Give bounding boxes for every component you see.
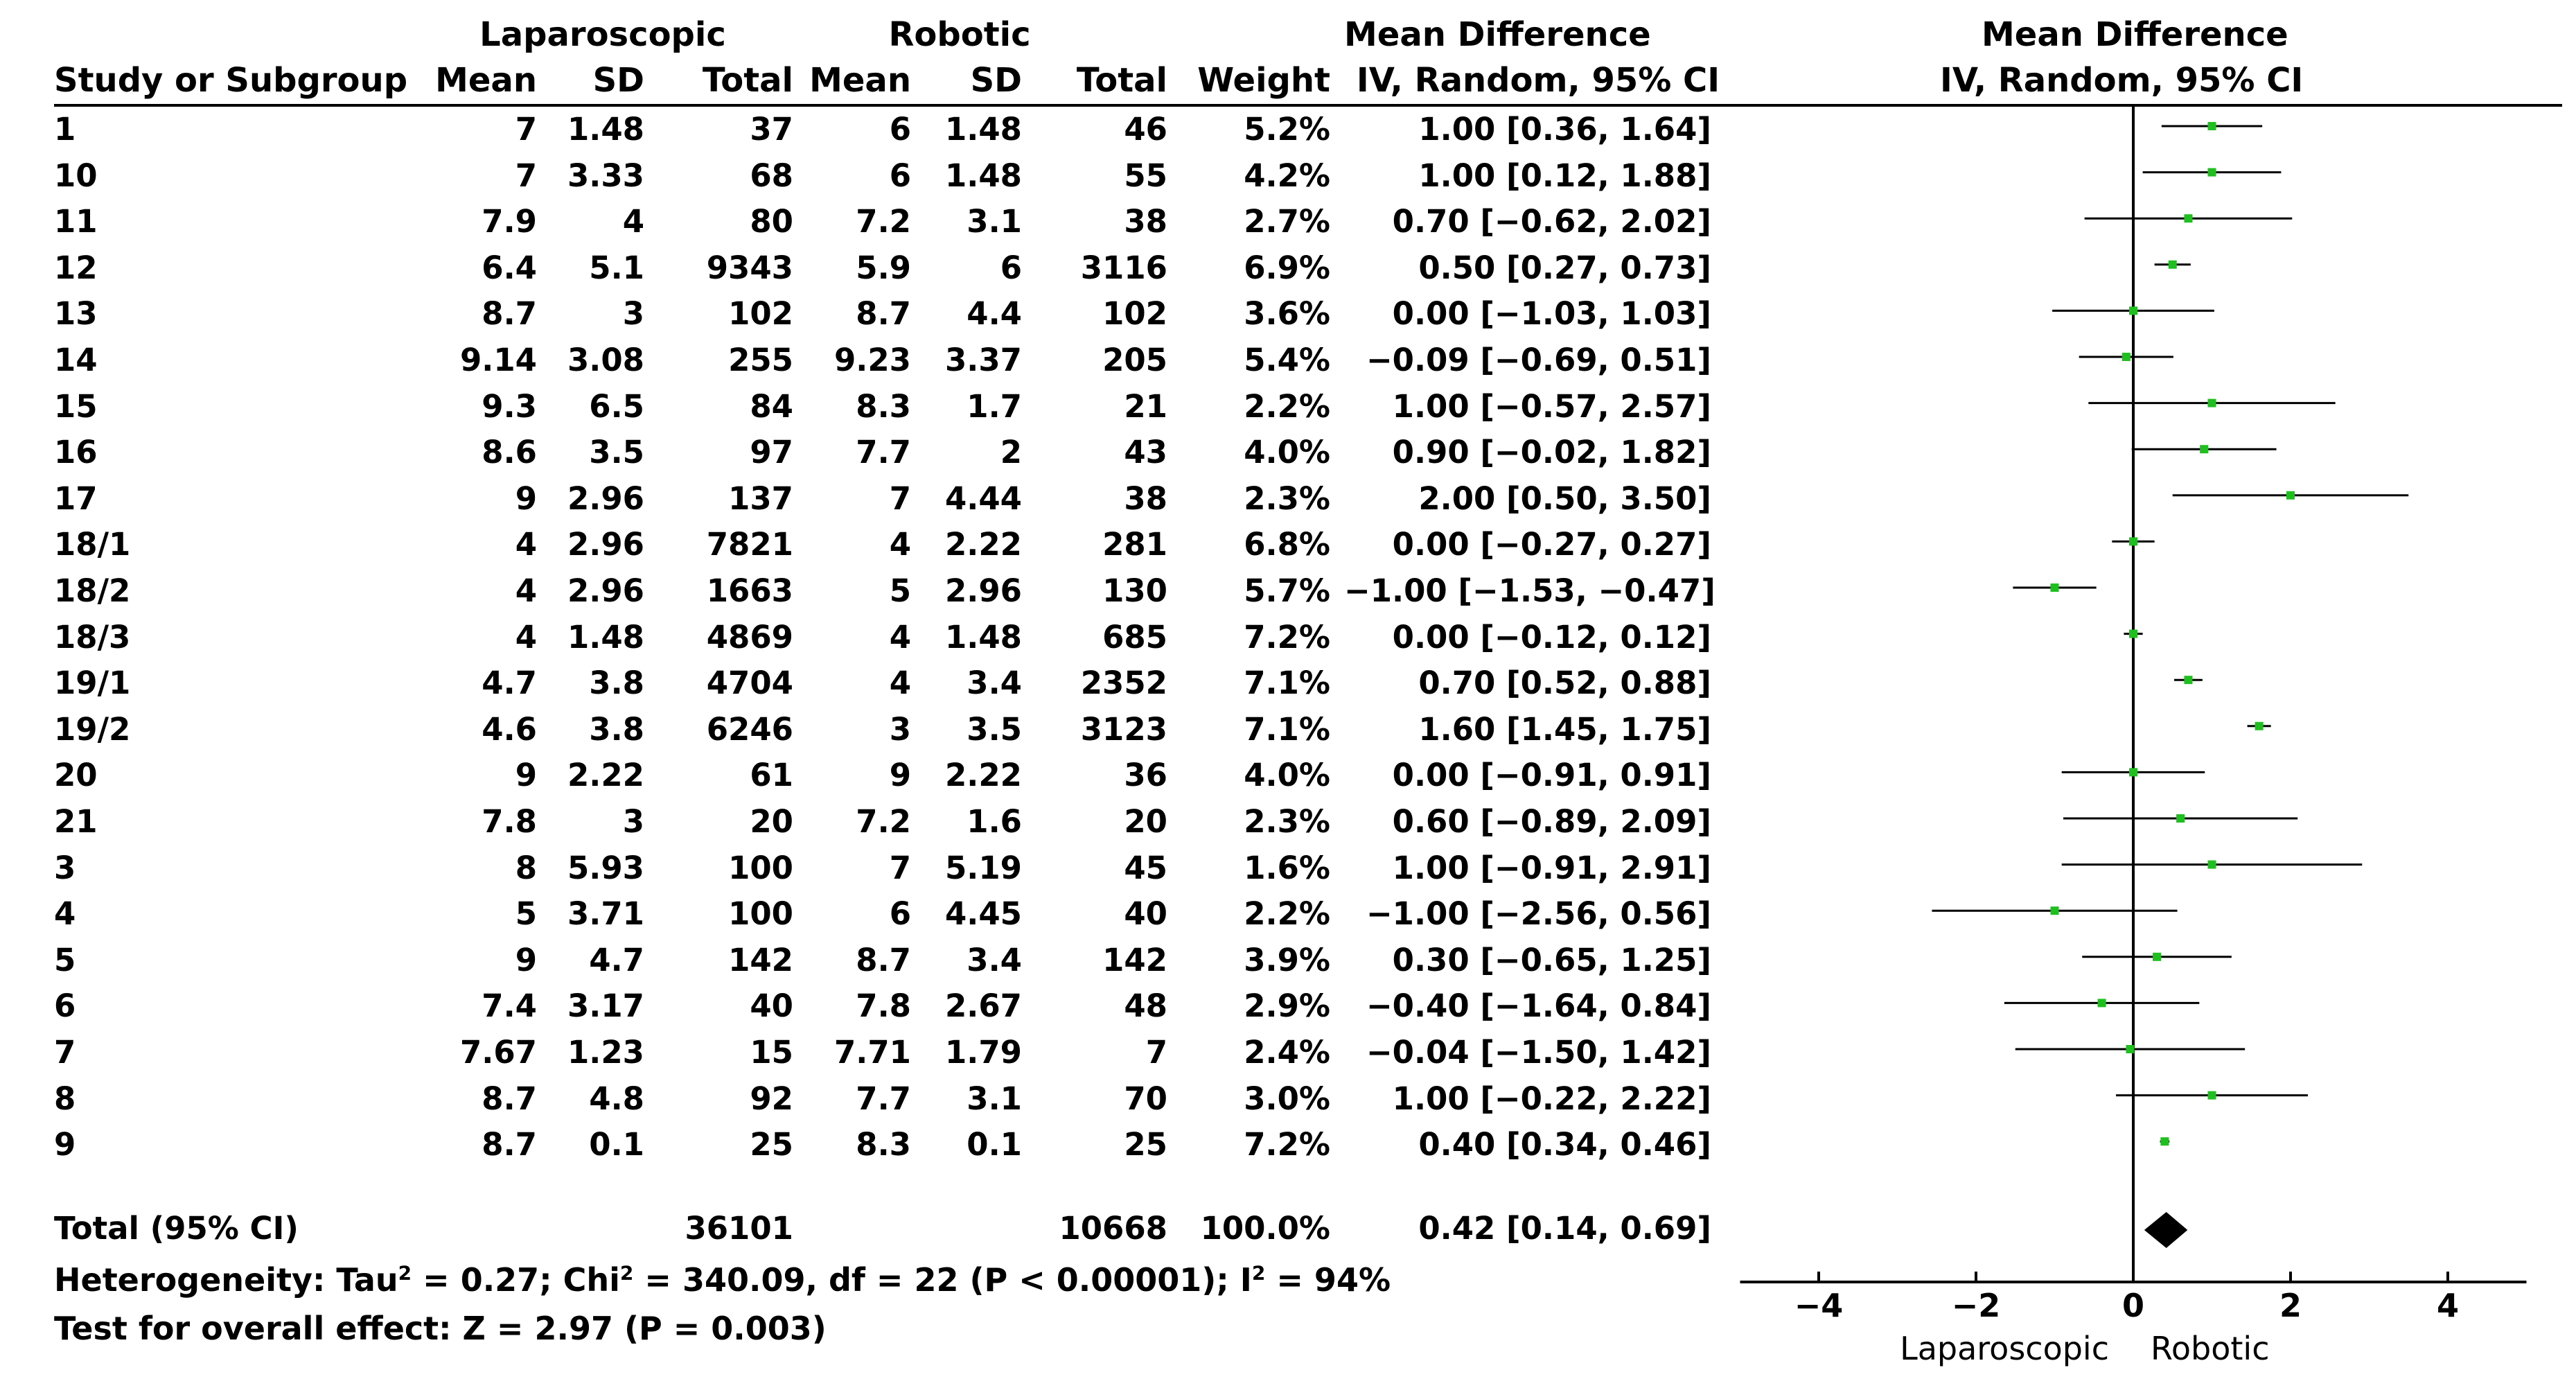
lap-total: 137 [728,480,793,517]
ci-text: −1.00 [−2.56, 0.56] [1366,895,1711,933]
lap-mean: 4.7 [482,665,537,702]
weight: 2.7% [1244,203,1330,240]
rob-total: 70 [1124,1080,1167,1117]
lap-mean: 5 [515,895,537,933]
lap-mean: 7.4 [482,987,537,1025]
total-weight: 100.0% [1200,1210,1330,1247]
study-marker [2208,168,2216,177]
col-study: Study or Subgroup [54,61,408,100]
study-marker [2200,445,2208,453]
ci-text: −1.00 [−1.53, −0.47] [1344,572,1715,609]
ci-text: −0.09 [−0.69, 0.51] [1366,342,1711,378]
ci-text: 1.00 [0.36, 1.64] [1418,111,1711,148]
ci-text: 1.00 [0.12, 1.88] [1418,157,1711,194]
study-name: 1 [54,111,76,148]
total-label: Total (95% CI) [54,1210,299,1247]
rob-sd: 4.4 [967,295,1022,333]
rob-sd: 0.1 [967,1126,1022,1163]
study-name: 17 [54,480,98,517]
study-marker [2122,353,2131,361]
lap-sd: 3.8 [589,710,644,748]
rob-sd: 3.1 [967,203,1022,240]
rob-mean: 3 [889,710,911,748]
col-mean1: Mean [435,61,537,100]
lap-sd: 3.8 [589,665,644,702]
lap-mean: 9 [515,480,537,517]
lap-sd: 3.17 [567,987,644,1025]
weight: 5.4% [1244,342,1330,378]
ci-text: 1.00 [−0.22, 2.22] [1392,1080,1711,1117]
weight: 3.9% [1244,941,1330,978]
study-name: 13 [54,295,98,333]
rob-mean: 7.7 [856,434,911,471]
lap-sd: 0.1 [589,1126,644,1163]
ci-text: 1.00 [−0.57, 2.57] [1392,387,1711,425]
weight: 5.7% [1244,572,1330,609]
rob-total: 38 [1124,203,1167,240]
study-name: 18/3 [54,618,131,656]
rob-sd: 1.48 [944,157,1022,194]
rob-mean: 8.7 [856,295,911,333]
col-sd2: SD [970,61,1022,100]
study-marker [2286,491,2295,500]
weight: 4.2% [1244,157,1330,194]
rob-total: 130 [1102,572,1167,609]
study-marker [2160,1137,2169,1145]
lap-mean: 8.7 [482,295,537,333]
col-total2: Total [1076,61,1167,100]
study-marker [2208,399,2216,407]
rob-mean: 7 [889,849,911,886]
lap-total: 100 [728,895,793,933]
rob-mean: 7.71 [833,1034,911,1071]
lap-total: 4869 [706,618,793,656]
lap-total: 84 [750,387,793,425]
rob-mean: 4 [889,618,911,656]
rob-sd: 1.48 [944,618,1022,656]
x-tick-label: 2 [2279,1287,2302,1324]
col-mean2: Mean [809,61,911,100]
lap-total: 255 [728,342,793,378]
weight: 6.8% [1244,526,1330,563]
study-name: 18/2 [54,572,131,609]
lap-sd: 3.5 [589,434,644,471]
lap-mean: 7.8 [482,803,537,840]
rob-sd: 2.67 [944,987,1022,1025]
study-name: 14 [54,342,98,378]
weight: 7.2% [1244,1126,1330,1163]
lap-sd: 3 [622,295,644,333]
study-name: 16 [54,434,98,471]
lap-sd: 4 [622,203,644,240]
rob-mean: 7.7 [856,1080,911,1117]
weight: 3.0% [1244,1080,1330,1117]
rob-total: 38 [1124,480,1167,517]
rob-sd: 2.96 [944,572,1022,609]
lap-sd: 3.71 [567,895,644,933]
lap-sd: 3 [622,803,644,840]
rob-total: 36 [1124,757,1167,794]
study-marker [2208,122,2216,130]
rob-mean: 7 [889,480,911,517]
rob-total: 7 [1145,1034,1167,1071]
ci-text: 0.00 [−0.27, 0.27] [1392,526,1711,563]
col-ci-plot: IV, Random, 95% CI [1940,61,2304,100]
rob-total: 2352 [1080,665,1167,702]
ci-text: 0.00 [−0.12, 0.12] [1392,618,1711,656]
lap-mean: 6.4 [482,249,537,286]
study-name: 19/2 [54,710,131,748]
weight: 2.3% [1244,480,1330,517]
rob-total: 40 [1124,895,1167,933]
rob-mean: 5.9 [856,249,911,286]
lap-total: 7821 [706,526,793,563]
study-marker [2129,768,2137,776]
lap-sd: 3.33 [567,157,644,194]
study-name: 11 [54,203,98,240]
lap-mean: 7 [515,157,537,194]
rob-mean: 8.7 [856,941,911,978]
study-marker [2051,906,2059,915]
ci-text: 0.00 [−0.91, 0.91] [1392,757,1711,794]
rob-mean: 9 [889,757,911,794]
col-weight: Weight [1197,61,1330,100]
lap-total: 37 [750,111,793,148]
study-name: 4 [54,895,76,933]
lap-sd: 5.93 [567,849,644,886]
rob-total: 45 [1124,849,1167,886]
rob-sd: 1.48 [944,111,1022,148]
weight: 1.6% [1244,849,1330,886]
lap-mean: 8.7 [482,1080,537,1117]
lap-sd: 1.48 [567,111,644,148]
rob-total: 46 [1124,111,1167,148]
lap-sd: 2.96 [567,480,644,517]
study-marker [2208,1091,2216,1100]
lap-total: 68 [750,157,793,194]
rob-sd: 3.5 [967,710,1022,748]
weight: 5.2% [1244,111,1330,148]
ci-text: 0.50 [0.27, 0.73] [1418,249,1711,286]
x-label-right: Robotic [2151,1330,2270,1367]
lap-sd: 2.96 [567,526,644,563]
rob-sd: 2.22 [944,526,1022,563]
lap-sd: 4.8 [589,1080,644,1117]
ci-text: 1.00 [−0.91, 2.91] [1392,849,1711,886]
study-marker [2184,214,2192,222]
study-name: 19/1 [54,665,131,702]
lap-mean: 9.14 [459,342,537,378]
rob-total: 142 [1102,941,1167,978]
group1-header: Laparoscopic [479,15,726,54]
lap-sd: 1.23 [567,1034,644,1071]
ci-text: 0.70 [−0.62, 2.02] [1392,203,1711,240]
study-marker [2208,861,2216,869]
rob-mean: 6 [889,895,911,933]
rob-sd: 2 [1000,434,1022,471]
weight: 7.1% [1244,710,1330,748]
study-name: 20 [54,757,98,794]
weight: 2.4% [1244,1034,1330,1071]
rob-total: 281 [1102,526,1167,563]
study-name: 15 [54,387,98,425]
rob-total: 55 [1124,157,1167,194]
lap-total: 100 [728,849,793,886]
study-marker [2169,261,2177,269]
overall-effect-text: Test for overall effect: Z = 2.97 (P = 0.003) [54,1310,827,1347]
study-name: 18/1 [54,526,131,563]
rob-sd: 3.4 [967,941,1022,978]
rob-sd: 3.37 [944,342,1022,378]
lap-total: 80 [750,203,793,240]
lap-total: 97 [750,434,793,471]
rob-sd: 2.22 [944,757,1022,794]
lap-total: 40 [750,987,793,1025]
lap-mean: 8.6 [482,434,537,471]
rob-total: 20 [1124,803,1167,840]
md-table-header: Mean Difference [1344,15,1651,54]
lap-total: 61 [750,757,793,794]
study-name: 6 [54,987,76,1025]
ci-text: 0.30 [−0.65, 1.25] [1392,941,1711,978]
study-marker [2129,537,2137,545]
weight: 7.1% [1244,665,1330,702]
study-name: 9 [54,1126,76,1163]
rob-mean: 7.2 [856,803,911,840]
study-marker [2255,722,2264,730]
lap-total: 25 [750,1126,793,1163]
col-ci-table: IV, Random, 95% CI [1356,61,1720,100]
study-name: 7 [54,1034,76,1071]
rob-mean: 7.8 [856,987,911,1025]
weight: 2.2% [1244,387,1330,425]
rob-mean: 5 [889,572,911,609]
rob-total: 102 [1102,295,1167,333]
x-tick-label: 4 [2436,1287,2460,1324]
lap-total: 102 [728,295,793,333]
study-marker [2051,583,2059,592]
rob-mean: 4 [889,665,911,702]
rob-mean: 9.23 [833,342,911,378]
lap-sd: 6.5 [589,387,644,425]
ci-text: 2.00 [0.50, 3.50] [1418,480,1711,517]
ci-text: 0.60 [−0.89, 2.09] [1392,803,1711,840]
lap-total: 1663 [706,572,793,609]
rob-sd: 1.6 [967,803,1022,840]
lap-total: 15 [750,1034,793,1071]
rob-sd: 1.79 [944,1034,1022,1071]
rob-mean: 8.3 [856,387,911,425]
lap-mean: 9.3 [482,387,537,425]
lap-sd: 5.1 [589,249,644,286]
lap-sd: 3.08 [567,342,644,378]
x-tick-label: −4 [1794,1287,1844,1324]
rob-total: 3123 [1080,710,1167,748]
col-total1: Total [702,61,793,100]
rob-total: 43 [1124,434,1167,471]
rob-total: 205 [1102,342,1167,378]
rob-total: 25 [1124,1126,1167,1163]
rob-mean: 7.2 [856,203,911,240]
rob-sd: 4.45 [944,895,1022,933]
rob-mean: 6 [889,111,911,148]
lap-sd: 1.48 [567,618,644,656]
ci-text: −0.04 [−1.50, 1.42] [1366,1034,1711,1071]
weight: 2.3% [1244,803,1330,840]
rob-sd: 3.1 [967,1080,1022,1117]
lap-mean: 8 [515,849,537,886]
lap-mean: 4.6 [482,710,537,748]
lap-total: 9343 [706,249,793,286]
study-name: 10 [54,157,98,194]
study-name: 8 [54,1080,76,1117]
rob-mean: 6 [889,157,911,194]
rob-sd: 5.19 [944,849,1022,886]
weight: 2.9% [1244,987,1330,1025]
x-tick-label: 0 [2121,1287,2145,1324]
weight: 7.2% [1244,618,1330,656]
ci-text: 0.70 [0.52, 0.88] [1418,665,1711,702]
lap-sd: 4.7 [589,941,644,978]
total-n2: 10668 [1059,1210,1167,1247]
lap-total: 142 [728,941,793,978]
ci-text: 0.90 [−0.02, 1.82] [1392,434,1711,471]
rob-total: 685 [1102,618,1167,656]
study-name: 12 [54,249,98,286]
ci-text: 0.00 [−1.03, 1.03] [1392,295,1711,333]
col-sd1: SD [592,61,644,100]
lap-mean: 9 [515,941,537,978]
ci-text: −0.40 [−1.64, 0.84] [1366,987,1711,1025]
study-marker [2184,676,2192,684]
study-marker [2126,1045,2134,1053]
study-marker [2153,953,2161,961]
lap-sd: 2.96 [567,572,644,609]
lap-total: 92 [750,1080,793,1117]
lap-mean: 9 [515,757,537,794]
total-n1: 36101 [685,1210,793,1247]
x-tick-label: −2 [1951,1287,2001,1324]
total-ci: 0.42 [0.14, 0.69] [1418,1210,1711,1247]
lap-mean: 8.7 [482,1126,537,1163]
weight: 6.9% [1244,249,1330,286]
study-marker [2176,814,2185,823]
study-name: 21 [54,803,98,840]
lap-total: 4704 [706,665,793,702]
weight: 4.0% [1244,757,1330,794]
md-plot-header: Mean Difference [1982,15,2288,54]
lap-mean: 4 [515,572,537,609]
rob-sd: 6 [1000,249,1022,286]
lap-total: 20 [750,803,793,840]
study-name: 3 [54,849,76,886]
rob-mean: 4 [889,526,911,563]
lap-mean: 4 [515,526,537,563]
rob-total: 48 [1124,987,1167,1025]
rob-total: 21 [1124,387,1167,425]
pooled-diamond [2144,1212,2187,1248]
weight: 2.2% [1244,895,1330,933]
study-marker [2129,630,2137,638]
study-marker [2098,999,2106,1007]
rob-sd: 1.7 [967,387,1022,425]
ci-text: 0.40 [0.34, 0.46] [1418,1126,1711,1163]
rob-sd: 4.44 [944,480,1022,517]
rob-total: 3116 [1080,249,1167,286]
weight: 4.0% [1244,434,1330,471]
rob-mean: 8.3 [856,1126,911,1163]
lap-mean: 7.67 [459,1034,537,1071]
study-name: 5 [54,941,76,978]
lap-total: 6246 [706,710,793,748]
lap-mean: 7 [515,111,537,148]
group2-header: Robotic [888,15,1031,54]
x-label-left: Laparoscopic [1900,1330,2109,1367]
ci-text: 1.60 [1.45, 1.75] [1418,710,1711,748]
lap-sd: 2.22 [567,757,644,794]
lap-mean: 7.9 [482,203,537,240]
rob-sd: 3.4 [967,665,1022,702]
lap-mean: 4 [515,618,537,656]
weight: 3.6% [1244,295,1330,333]
heterogeneity-text: Heterogeneity: Tau$^2$ = 0.27; Chi$^2$ = 340.09, df = 22 (P < 0.00001); $I^2 = 94\%$ [54,1261,1391,1299]
study-marker [2129,306,2137,315]
